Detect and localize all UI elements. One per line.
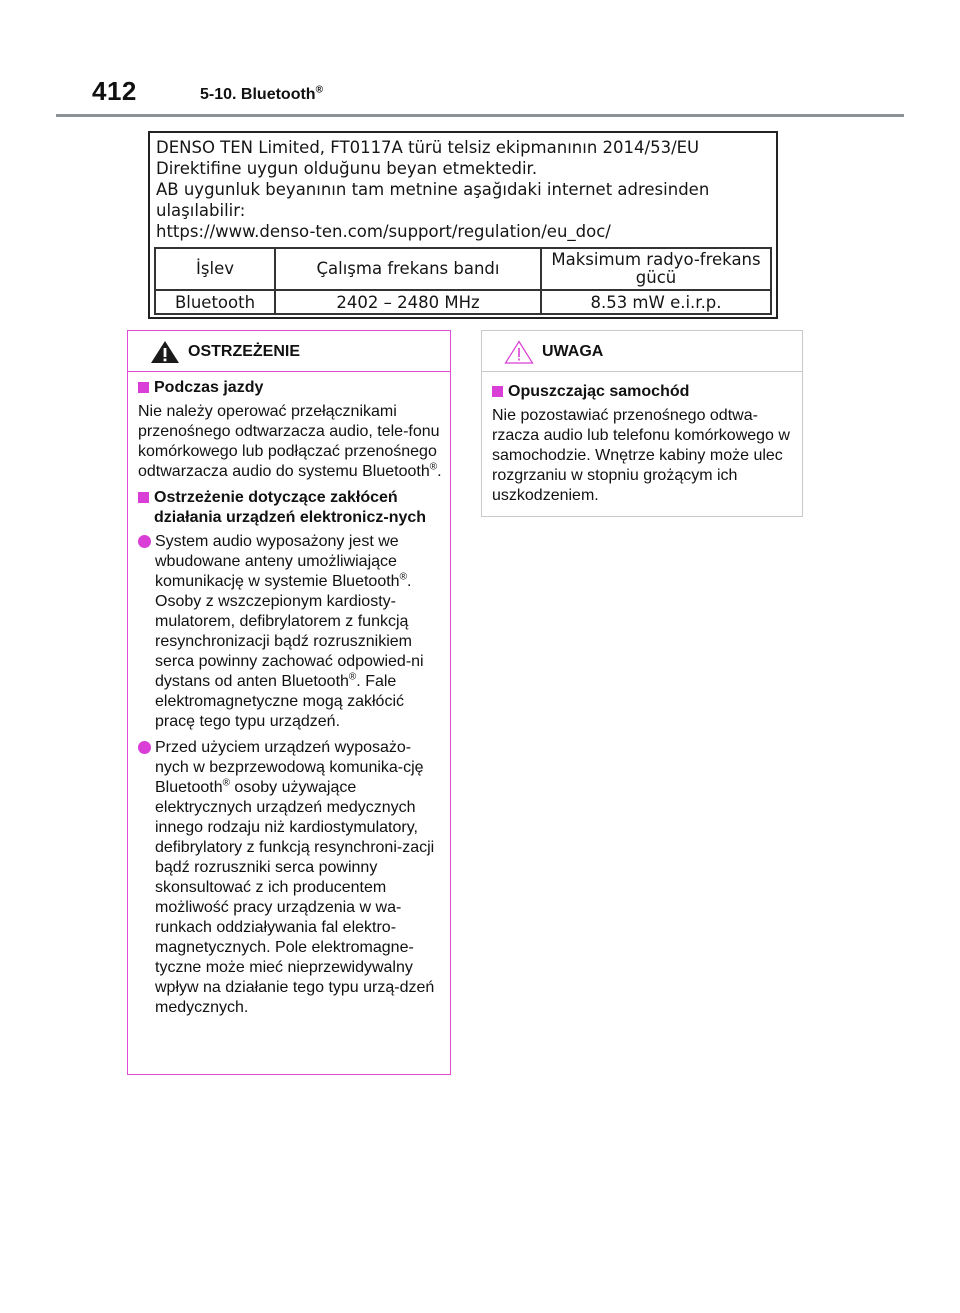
square-bullet-icon	[138, 492, 149, 503]
declaration-line-1: DENSO TEN Limited, FT0117A türü telsiz ekipmanının 2014/53/EU	[156, 138, 700, 157]
section-title	[200, 86, 323, 104]
warning-header	[128, 331, 450, 372]
caution-triangle-icon	[504, 340, 534, 364]
round-bullet-icon	[138, 741, 151, 754]
page-number: 412	[92, 76, 137, 106]
table-cell: 2402 – 2480 MHz	[275, 290, 541, 314]
subheading-text: Ostrzeżenie dotyczące zakłóceń działania urządzeń elektronicz-nych	[154, 489, 427, 526]
bullet-text: . Osoby z wszczepionym kardiosty-mulatorem, defibrylatorem z funkcją resynchronizacji bądź rozrusznikiem serca powinny zachować odpowied-ni dystans od anten Bluetooth	[155, 573, 424, 690]
notice-box	[481, 330, 803, 517]
registered-mark: ®	[348, 671, 357, 683]
bullet-text: System audio wyposażony jest we wbudowane anteny umożliwiające komunikację w systemie Bluetooth	[155, 533, 400, 590]
registered-mark: ®	[399, 571, 407, 583]
declaration-line-3: AB uygunluk beyanının tam metnine aşağıdaki internet adresinden	[156, 180, 710, 199]
warning-paragraph	[138, 402, 444, 482]
subheading-text: Opuszczając samochód	[508, 383, 690, 400]
section-title-text: 5-10. Bluetooth	[200, 86, 316, 103]
declaration-line-4: ulaşılabilir:	[156, 201, 246, 220]
notice-paragraph: Nie pozostawiać przenośnego odtwa-rzacza audio lub telefonu komórkowego w samochodzie. Wnętrze kabiny może ulec rozgrzaniu w stopniu grożącym ich uszkodzeniem.	[492, 407, 790, 504]
table-cell: Bluetooth	[155, 290, 275, 314]
table-cell: 8.53 mW e.i.r.p.	[541, 290, 771, 314]
notice-title: UWAGA	[542, 343, 604, 360]
paragraph-text: Nie należy operować przełącznikami przenośnego odtwarzacza audio, tele-fonu komórkowego lub podłączać przenośnego odtwarzacza audio do systemu Bluetooth	[138, 403, 440, 480]
paragraph-text: .	[437, 463, 442, 480]
declaration-line-2: Direktifine uygun olduğunu beyan etmektedir.	[156, 159, 538, 178]
list-item	[138, 738, 444, 1018]
square-bullet-icon	[138, 382, 149, 393]
warning-box	[127, 330, 451, 1075]
notice-header	[482, 331, 802, 372]
table-header-cell: Maksimum radyo-frekans gücü	[541, 248, 771, 290]
frequency-table	[154, 247, 772, 315]
header-rule	[56, 114, 904, 117]
bullet-text: osoby używające elektrycznych urządzeń medycznych innego rodzaju niż kardiostymulatory, defibrylatory z funkcją resynchroni-zacji bądź rozruszniki serca powinny skonsultować z ich producentem możliwość pracy urządzenia w wa-runkach oddziaływania fal elektro-magnetycznych. Pole elektromagne-tyczne może mieć nieprzewidywalny wpływ na działanie tego typu urzą-dzeń medycznych.	[155, 779, 435, 1016]
bullet-text: Przed użyciem urządzeń wyposażo-nych w bezprzewodową komunika-cję Bluetooth	[155, 739, 424, 796]
warning-subheading-driving	[138, 378, 444, 398]
registered-mark: ®	[222, 777, 230, 789]
bullet-text: . Fale elektromagnetyczne mogą zakłócić pracę tego typu urządzeń.	[155, 673, 405, 730]
warning-body	[128, 372, 450, 1018]
notice-subheading	[492, 382, 796, 402]
registered-mark: ®	[315, 84, 323, 96]
table-row	[155, 290, 771, 314]
table-header-cell: Çalışma frekans bandı	[275, 248, 541, 290]
table-header-cell: İşlev	[155, 248, 275, 290]
subheading-text: Podczas jazdy	[154, 379, 264, 396]
table-header-row	[155, 248, 771, 290]
round-bullet-icon	[138, 535, 151, 548]
eu-declaration-box	[148, 131, 778, 319]
declaration-url: https://www.denso-ten.com/support/regulation/eu_doc/	[156, 222, 611, 241]
square-bullet-icon	[492, 386, 503, 397]
notice-body	[482, 372, 802, 506]
warning-subheading-interference	[138, 488, 444, 528]
warning-triangle-icon	[150, 340, 180, 364]
list-item	[138, 532, 444, 732]
registered-mark: ®	[429, 461, 438, 473]
warning-title: OSTRZEŻENIE	[188, 343, 301, 360]
